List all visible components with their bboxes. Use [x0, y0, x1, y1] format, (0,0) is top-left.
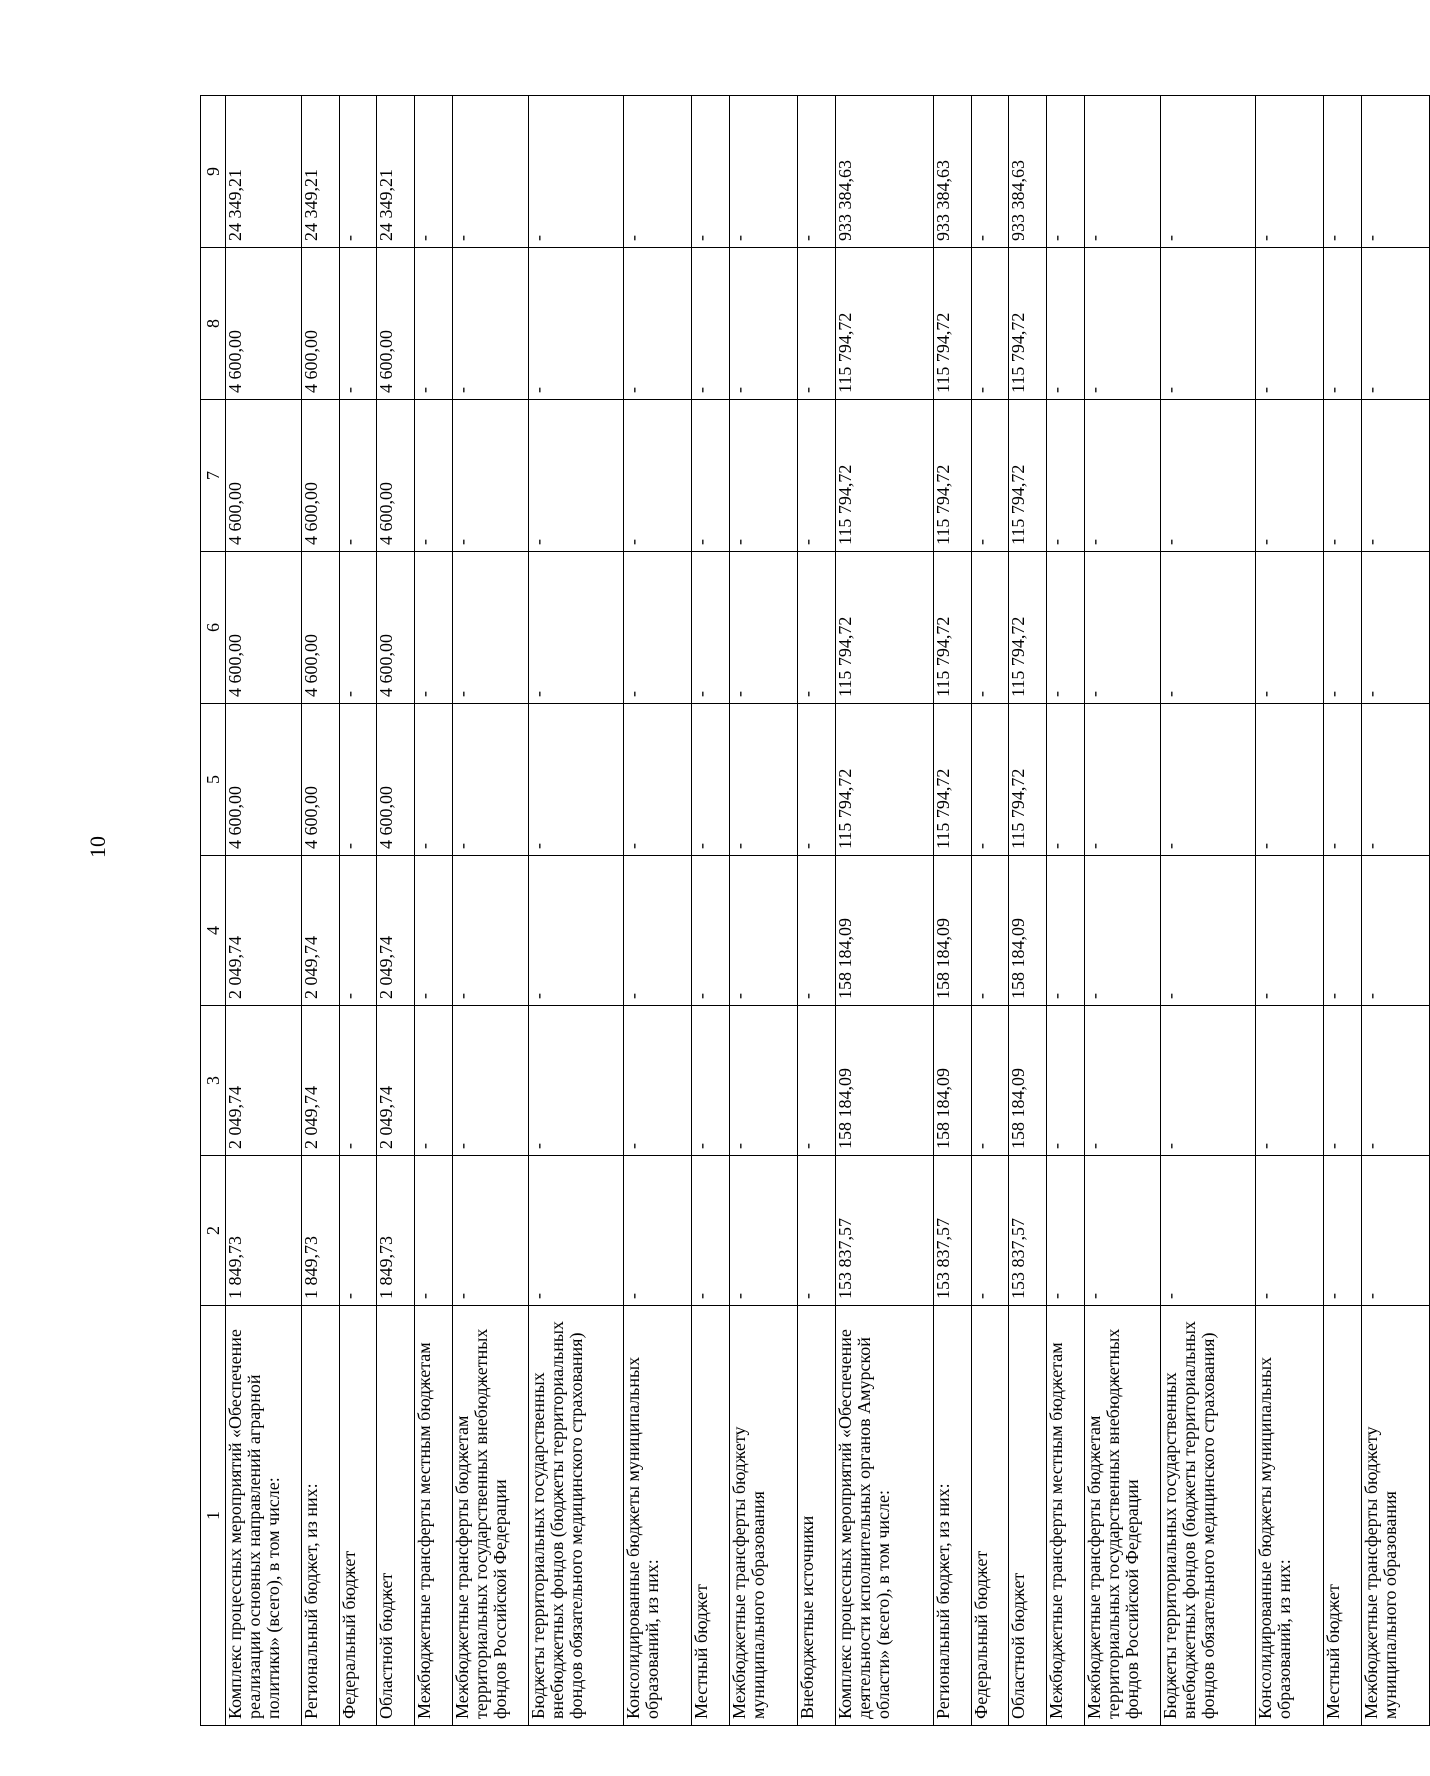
table-cell: - [624, 856, 692, 1006]
table-cell: 158 184,09 [1009, 856, 1047, 1006]
table-cell: 4 600,00 [226, 400, 302, 552]
table-cell: 4 600,00 [377, 400, 415, 552]
table-cell: 158 184,09 [835, 1006, 933, 1156]
table-cell: - [797, 96, 835, 248]
table-cell: - [1160, 400, 1255, 552]
table-cell: 158 184,09 [933, 1006, 971, 1156]
table-cell: - [415, 552, 453, 704]
column-header-8: 8 [201, 248, 226, 400]
table-cell: 24 349,21 [377, 96, 415, 248]
table-cell: - [453, 248, 529, 400]
table-cell: - [415, 1156, 453, 1306]
table-row [692, 96, 730, 1726]
table-cell: 158 184,09 [835, 856, 933, 1006]
table-cell: - [528, 856, 623, 1006]
table-cell: - [797, 400, 835, 552]
table-cell: - [415, 856, 453, 1006]
table-cell: - [692, 856, 730, 1006]
row-label: Межбюджетные трансферты местным бюджетам [415, 1306, 453, 1726]
table-cell: - [415, 96, 453, 248]
table-cell: - [624, 248, 692, 400]
table-cell: - [1361, 704, 1429, 856]
table-cell: 933 384,63 [933, 96, 971, 248]
table-cell: 115 794,72 [933, 704, 971, 856]
table-cell: - [1047, 704, 1085, 856]
table-cell: 933 384,63 [835, 96, 933, 248]
table-cell: - [624, 552, 692, 704]
table-cell: 153 837,57 [933, 1156, 971, 1306]
table-cell: - [1085, 1156, 1161, 1306]
table-cell: 115 794,72 [933, 400, 971, 552]
table-row [835, 96, 933, 1726]
table-cell: - [528, 704, 623, 856]
table-cell: - [339, 400, 377, 552]
table-row [1160, 96, 1255, 1726]
table-row [729, 96, 797, 1726]
table-cell: - [1256, 1006, 1324, 1156]
table-cell: - [1361, 400, 1429, 552]
row-label: Областной бюджет [1009, 1306, 1047, 1726]
table-cell: 4 600,00 [226, 552, 302, 704]
table-cell: - [624, 96, 692, 248]
row-label: Межбюджетные трансферты бюджетам территориальных государственных внебюджетных фондов Российской Федерации [1085, 1306, 1161, 1726]
table-cell: - [339, 856, 377, 1006]
table-cell: 2 049,74 [301, 856, 339, 1006]
table-cell: - [729, 856, 797, 1006]
table-cell: - [1324, 856, 1362, 1006]
table-cell: - [692, 1006, 730, 1156]
table-cell: - [1047, 1156, 1085, 1306]
row-label: Внебюджетные источники [797, 1306, 835, 1726]
row-label: Региональный бюджет, из них: [301, 1306, 339, 1726]
table-cell: 2 049,74 [226, 1006, 302, 1156]
table-row [933, 96, 971, 1726]
table-cell: - [797, 1156, 835, 1306]
row-label: Местный бюджет [692, 1306, 730, 1726]
table-row [1047, 96, 1085, 1726]
row-label: Бюджеты территориальных государственных внебюджетных фондов (бюджеты территориальных фондов обязательного медицинского страхования) [1160, 1306, 1255, 1726]
table-cell: - [797, 248, 835, 400]
table-cell: - [1324, 96, 1362, 248]
table-row [1085, 96, 1161, 1726]
column-header-3: 3 [201, 1006, 226, 1156]
column-header-4: 4 [201, 856, 226, 1006]
table-cell: - [339, 1156, 377, 1306]
table-cell: - [692, 400, 730, 552]
table-cell: 1 849,73 [377, 1156, 415, 1306]
table-cell: - [1256, 704, 1324, 856]
table-cell: 4 600,00 [377, 704, 415, 856]
column-header-7: 7 [201, 400, 226, 552]
table-cell: - [1047, 552, 1085, 704]
row-label: Бюджеты территориальных государственных внебюджетных фондов (бюджеты территориальных фондов обязательного медицинского страхования) [528, 1306, 623, 1726]
table-cell: - [1047, 1006, 1085, 1156]
table-cell: - [1256, 400, 1324, 552]
table-cell: - [729, 1006, 797, 1156]
table-cell: 158 184,09 [933, 856, 971, 1006]
row-label: Местный бюджет [1324, 1306, 1362, 1726]
table-cell: - [1085, 856, 1161, 1006]
table-row [339, 96, 377, 1726]
table-cell: - [339, 1006, 377, 1156]
table-cell: - [797, 552, 835, 704]
table-cell: - [797, 1006, 835, 1156]
table-cell: 4 600,00 [377, 248, 415, 400]
table-cell: 24 349,21 [226, 96, 302, 248]
row-label: Федеральный бюджет [339, 1306, 377, 1726]
row-label: Региональный бюджет, из них: [933, 1306, 971, 1726]
table-cell: - [453, 400, 529, 552]
table-cell: - [971, 1006, 1009, 1156]
table-cell: 153 837,57 [1009, 1156, 1047, 1306]
table-cell: - [1047, 400, 1085, 552]
table-cell: - [453, 552, 529, 704]
table-cell: - [453, 1156, 529, 1306]
table-cell: 4 600,00 [301, 400, 339, 552]
table-cell: - [729, 552, 797, 704]
table-cell: 2 049,74 [377, 1006, 415, 1156]
table-cell: 1 849,73 [226, 1156, 302, 1306]
row-label: Межбюджетные трансферты бюджету муниципального образования [729, 1306, 797, 1726]
table-cell: - [624, 1156, 692, 1306]
table-cell: 115 794,72 [1009, 400, 1047, 552]
table-cell: - [528, 96, 623, 248]
table-cell: - [971, 96, 1009, 248]
table-cell: - [528, 400, 623, 552]
table-row [301, 96, 339, 1726]
table-cell: - [692, 1156, 730, 1306]
table-row [1256, 96, 1324, 1726]
table-cell: 115 794,72 [933, 248, 971, 400]
table-cell: - [1160, 248, 1255, 400]
table-container [200, 72, 1430, 1776]
table-cell: 4 600,00 [301, 248, 339, 400]
row-label: Областной бюджет [377, 1306, 415, 1726]
column-header-9: 9 [201, 96, 226, 248]
table-cell: - [1361, 552, 1429, 704]
table-cell: 115 794,72 [1009, 704, 1047, 856]
table-cell: - [1085, 400, 1161, 552]
table-cell: - [1256, 1156, 1324, 1306]
table-cell: - [1324, 1156, 1362, 1306]
row-label: Комплекс процессных мероприятий «Обеспечение деятельности исполнительных органов Амурской области» (всего), в том числе: [835, 1306, 933, 1726]
row-label: Консолидированные бюджеты муниципальных образований, из них: [624, 1306, 692, 1726]
table-cell: - [1085, 96, 1161, 248]
table-cell: - [339, 248, 377, 400]
table-cell: - [339, 704, 377, 856]
table-cell: - [528, 552, 623, 704]
table-cell: - [624, 704, 692, 856]
row-label: Межбюджетные трансферты бюджету муниципального образования [1361, 1306, 1429, 1726]
table-cell: - [797, 704, 835, 856]
table-cell: - [1160, 552, 1255, 704]
table-cell: 115 794,72 [933, 552, 971, 704]
table-row [415, 96, 453, 1726]
table-cell: - [1361, 856, 1429, 1006]
table-cell: - [453, 704, 529, 856]
table-cell: - [624, 400, 692, 552]
table-cell: - [1324, 552, 1362, 704]
table-cell: - [528, 1006, 623, 1156]
table-cell: - [692, 552, 730, 704]
table-cell: 4 600,00 [301, 704, 339, 856]
table-cell: - [1085, 704, 1161, 856]
table-cell: - [528, 248, 623, 400]
table-cell: 115 794,72 [835, 704, 933, 856]
row-label: Комплекс процессных мероприятий «Обеспечение реализации основных направлений аграрной политики» (всего), в том числе: [226, 1306, 302, 1726]
table-cell: - [729, 248, 797, 400]
table-cell: - [1160, 1156, 1255, 1306]
table-cell: - [971, 856, 1009, 1006]
table-cell: - [797, 856, 835, 1006]
table-cell: - [453, 856, 529, 1006]
table-cell: 158 184,09 [1009, 1006, 1047, 1156]
table-row [1009, 96, 1047, 1726]
table-cell: - [453, 1006, 529, 1156]
table-cell: 115 794,72 [835, 400, 933, 552]
page-number: 10 [85, 836, 110, 858]
table-cell: - [1256, 552, 1324, 704]
header-row [201, 96, 226, 1726]
table-cell: 2 049,74 [301, 1006, 339, 1156]
table-cell: 24 349,21 [301, 96, 339, 248]
table-cell: - [1160, 1006, 1255, 1156]
table-body [226, 96, 1430, 1726]
table-cell: - [1160, 704, 1255, 856]
table-cell: - [1085, 552, 1161, 704]
table-cell: - [415, 400, 453, 552]
row-label: Федеральный бюджет [971, 1306, 1009, 1726]
table-row [971, 96, 1009, 1726]
column-header-2: 2 [201, 1156, 226, 1306]
table-cell: - [971, 704, 1009, 856]
table-cell: - [1361, 1006, 1429, 1156]
table-cell: 115 794,72 [1009, 248, 1047, 400]
table-cell: - [1324, 1006, 1362, 1156]
table-cell: 1 849,73 [301, 1156, 339, 1306]
table-row [1361, 96, 1429, 1726]
table-cell: - [971, 1156, 1009, 1306]
table-cell: 115 794,72 [1009, 552, 1047, 704]
table-cell: - [729, 400, 797, 552]
table-cell: 115 794,72 [835, 248, 933, 400]
table-cell: - [415, 248, 453, 400]
table-cell: 4 600,00 [226, 248, 302, 400]
table-cell: - [692, 248, 730, 400]
table-cell: - [1361, 248, 1429, 400]
table-cell: - [1256, 856, 1324, 1006]
table-cell: - [453, 96, 529, 248]
table-row [528, 96, 623, 1726]
table-cell: - [1324, 400, 1362, 552]
table-cell: 115 794,72 [835, 552, 933, 704]
table-cell: - [729, 96, 797, 248]
table-cell: - [971, 552, 1009, 704]
table-cell: - [1256, 96, 1324, 248]
table-cell: - [1324, 248, 1362, 400]
budget-table [200, 95, 1430, 1726]
table-cell: 2 049,74 [377, 856, 415, 1006]
row-label: Межбюджетные трансферты местным бюджетам [1047, 1306, 1085, 1726]
table-cell: 4 600,00 [301, 552, 339, 704]
table-cell: - [692, 96, 730, 248]
row-label: Межбюджетные трансферты бюджетам территориальных государственных внебюджетных фондов Российской Федерации [453, 1306, 529, 1726]
table-cell: - [339, 96, 377, 248]
table-cell: - [528, 1156, 623, 1306]
table-cell: - [1085, 1006, 1161, 1156]
table-row [797, 96, 835, 1726]
table-cell: - [624, 1006, 692, 1156]
table-row [377, 96, 415, 1726]
table-cell: - [1256, 248, 1324, 400]
column-header-1: 1 [201, 1306, 226, 1726]
table-cell: - [415, 704, 453, 856]
table-cell: - [692, 704, 730, 856]
table-row [453, 96, 529, 1726]
table-cell: - [971, 400, 1009, 552]
column-header-6: 6 [201, 552, 226, 704]
table-cell: - [1047, 856, 1085, 1006]
table-cell: - [1361, 96, 1429, 248]
table-cell: - [1085, 248, 1161, 400]
table-cell: 2 049,74 [226, 856, 302, 1006]
table-cell: - [1324, 704, 1362, 856]
table-cell: - [971, 248, 1009, 400]
table-row [226, 96, 302, 1726]
table-cell: - [339, 552, 377, 704]
row-label: Консолидированные бюджеты муниципальных образований, из них: [1256, 1306, 1324, 1726]
table-cell: - [729, 1156, 797, 1306]
table-cell: - [729, 704, 797, 856]
table-cell: - [1361, 1156, 1429, 1306]
table-row [1324, 96, 1362, 1726]
table-cell: 933 384,63 [1009, 96, 1047, 248]
table-cell: - [1047, 248, 1085, 400]
table-cell: - [1047, 96, 1085, 248]
column-header-5: 5 [201, 704, 226, 856]
table-cell: - [415, 1006, 453, 1156]
table-cell: 4 600,00 [377, 552, 415, 704]
table-cell: 153 837,57 [835, 1156, 933, 1306]
table-row [624, 96, 692, 1726]
table-cell: - [1160, 856, 1255, 1006]
table-cell: 4 600,00 [226, 704, 302, 856]
table-cell: - [1160, 96, 1255, 248]
